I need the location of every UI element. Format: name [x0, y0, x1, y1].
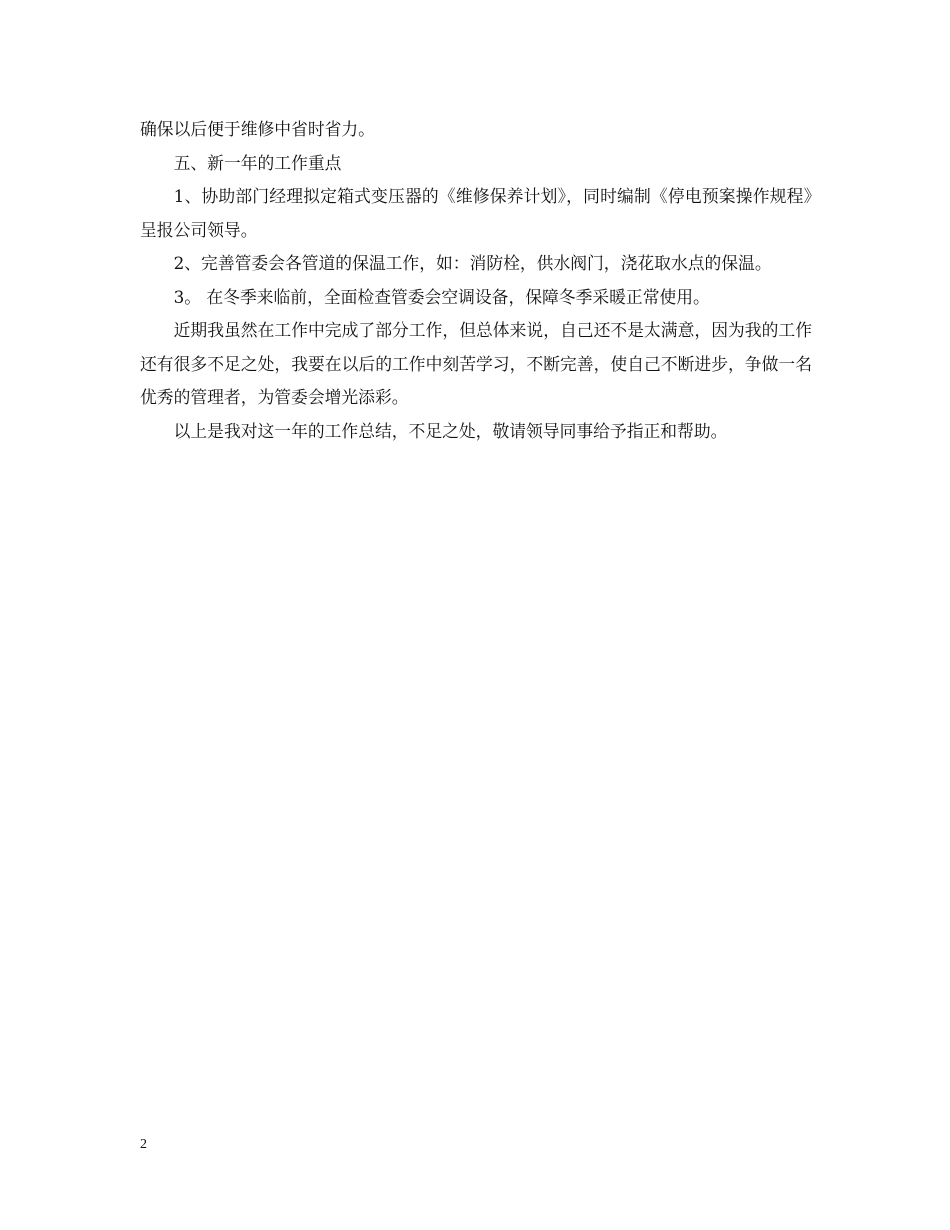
- list-item-3: 3。 在冬季来临前，全面检查管委会空调设备，保障冬季采暖正常使用。: [173, 286, 710, 307]
- paragraph-closing: 以上是我对这一年的工作总结，不足之处，敬请领导同事给予指正和帮助。: [173, 420, 728, 441]
- list-item-2: 2、完善管委会各管道的保温工作，如：消防栓，供水阀门，浇花取水点的保温。: [173, 253, 772, 273]
- page-number: 2: [140, 1137, 147, 1152]
- document-body: [140, 113, 812, 448]
- paragraph-reflection: 近期我虽然在工作中完成了部分工作，但总体来说，自己还不是太满意，因为我的工作还有很多不足之处，我要在以后的工作中刻苦学习，不断完善，使自己不断进步，争做一名优秀的管理者，为管委会增光添彩。: [140, 320, 812, 407]
- paragraph-continuation: 确保以后便于维修中省时省力。: [140, 119, 375, 139]
- list-item-1: 1、协助部门经理拟定箱式变压器的《维修保养计划》，同时编制《停电预案操作规程》呈报公司领导。: [140, 186, 812, 240]
- section-heading: 五、新一年的工作重点: [173, 152, 342, 173]
